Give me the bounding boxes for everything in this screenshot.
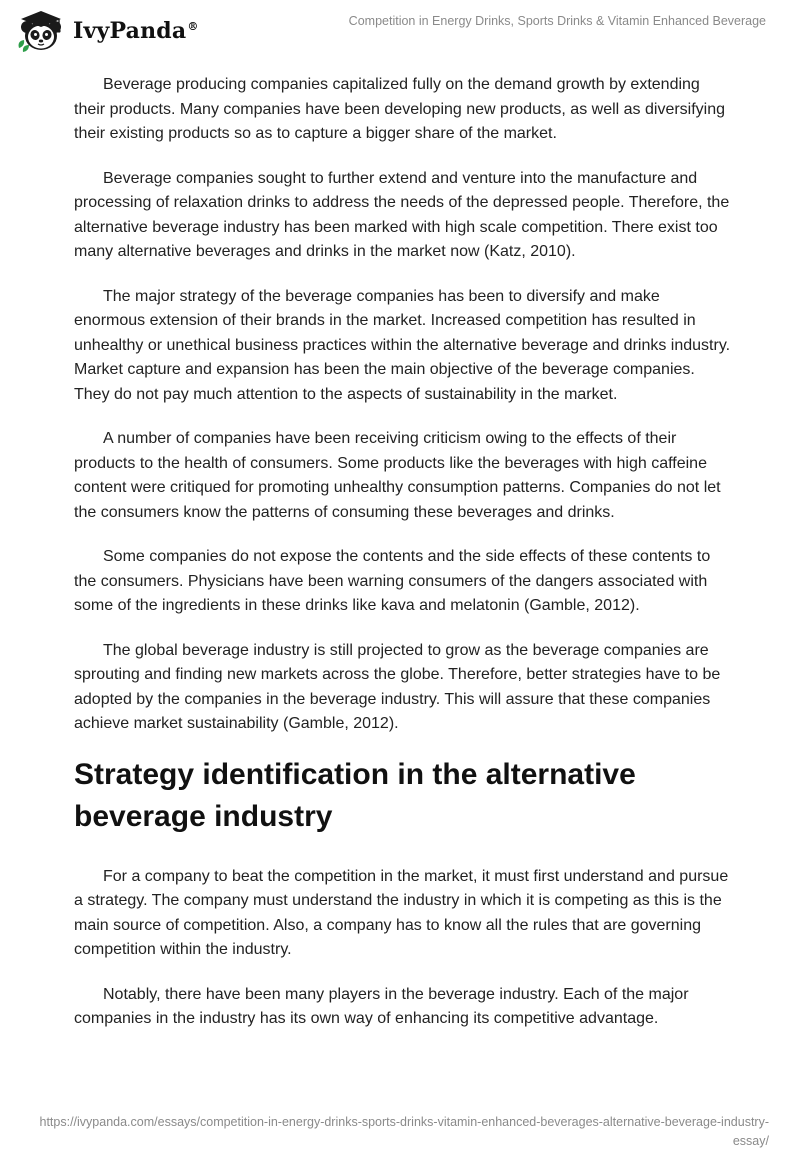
- brand-name: IvyPanda®: [73, 18, 199, 44]
- paragraph: For a company to beat the competition in the market, it must first understand and pursue a strategy. The company must understand the industry in which it is competing as this is the main source of competition. Also, a company has to know all the rules that are governing competition within the industry.: [74, 867, 729, 958]
- document-title: Competition in Energy Drinks, Sports Drinks & Vitamin Enhanced Beverage: [348, 14, 766, 28]
- source-url[interactable]: https://ivypanda.com/essays/competition-in-energy-drinks-sports-drinks-vitamin-enhanced-beverages-alternative-beverage-industry-essay/: [39, 1115, 769, 1148]
- paragraph: Notably, there have been many players in the beverage industry. Each of the major companies in the industry has its own way of enhancing its competitive advantage.: [74, 985, 689, 1027]
- paragraph: Some companies do not expose the contents and the side effects of these contents to the consumers. Physicians have been warning consumers of the dangers associated with some of the ingredients in these drinks like kava and melatonin (Gamble, 2012).: [74, 548, 711, 614]
- panda-graduate-icon: [15, 8, 67, 54]
- paragraph: Beverage companies sought to further extend and venture into the manufacture and processing of relaxation drinks to address the needs of the depressed people. Therefore, the alternative beverage industry has been marked with high scale competition. There exist too many alternative beverages and drinks in the market now (Katz, 2010).: [74, 169, 730, 260]
- page-header: [0, 0, 800, 70]
- paragraph: The major strategy of the beverage companies has been to diversify and make enormous extension of their brands in the market. Increased competition has resulted in unhealthy or unethical business practices within the alternative beverage and drinks industry. Market capture and expansion has been the main objective of the beverage companies. They do not pay much attention to the aspects of sustainability in the market.: [74, 287, 731, 403]
- paragraph: Beverage producing companies capitalized fully on the demand growth by extending their products. Many companies have been developing new products, as well as diversifying their existing products so as to capture a bigger share of the market.: [74, 76, 726, 142]
- paragraph: The global beverage industry is still projected to grow as the beverage companies are sprouting and finding new markets across the globe. Therefore, better strategies have to be adopted by the companies in the beverage industry. This will assure that these companies achieve market sustainability (Gamble, 2012).: [74, 641, 721, 732]
- ivypanda-logo[interactable]: [15, 8, 199, 54]
- section-heading: Strategy identification in the alternative beverage industry: [74, 757, 636, 833]
- essay-body: [74, 73, 734, 1052]
- paragraph: A number of companies have been receiving criticism owing to the effects of their products to the health of consumers. Some products like the beverages with high caffeine content were critiqued for promoting unhealthy consumption patterns. Companies do not let the consumers know the patterns of consuming these beverages and drinks.: [74, 430, 721, 521]
